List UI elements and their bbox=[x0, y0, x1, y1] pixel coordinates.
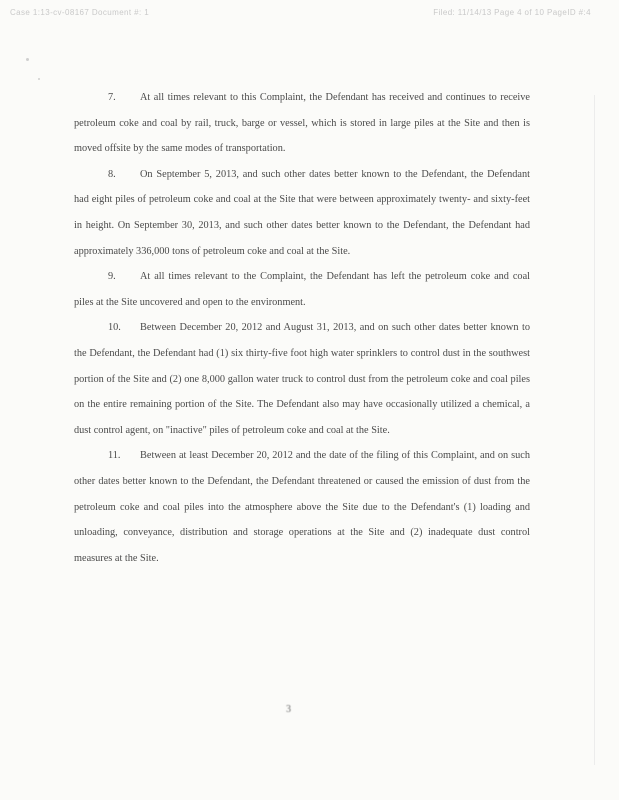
paragraph-number: 11. bbox=[108, 450, 121, 462]
paragraph-text: On September 5, 2013, and such other dates better known to the Defendant, the Defendant had eight piles of petroleum coke and coal at the Site that were between approximately twenty- and sixty-feet in height. On September 30, 2013, and such other dates better known to the Defendant, the Defendant had approximately 336,000 tons of petroleum coke and coal at the Site. bbox=[74, 168, 530, 257]
header-line bbox=[0, 8, 619, 18]
header-left: Case 1:13-cv-08167 Document #: 1 bbox=[10, 8, 150, 17]
paragraph-text: At all times relevant to this Complaint, the Defendant has received and continues to receive petroleum coke and coal by rail, truck, barge or vessel, which is stored in large piles at the Site and then is moved offsite by the same modes of transportation. bbox=[74, 92, 530, 155]
paragraph-10 bbox=[74, 315, 530, 443]
scan-speck bbox=[26, 58, 29, 61]
paragraph-7 bbox=[74, 85, 530, 162]
scan-speck bbox=[38, 78, 40, 80]
paragraph-number: 7. bbox=[108, 92, 116, 103]
document-body bbox=[74, 85, 530, 571]
paragraph-number: 8. bbox=[108, 168, 116, 180]
paragraph-8 bbox=[74, 162, 530, 264]
scan-edge-line bbox=[594, 95, 595, 765]
header-right: Filed: 11/14/13 Page 4 of 10 PageID #:4 bbox=[433, 8, 591, 17]
paragraph-number: 9. bbox=[108, 271, 116, 283]
paragraph-text: At all times relevant to the Complaint, the Defendant has left the petroleum coke and coal piles at the Site uncovered and open to the environment. bbox=[74, 271, 530, 308]
paragraph-text: Between at least December 20, 2012 and the date of the filing of this Complaint, and on such other dates better known to the Defendant, the Defendant threatened or caused the emission of dust from the petroleum coke and coal piles into the atmosphere above the Site due to the Defendant's (1) loading and unloading, conveyance, distribution and storage operations at the Site and (2) inadequate dust control measures at the Site. bbox=[74, 450, 530, 564]
paragraph-number: 10. bbox=[108, 322, 121, 334]
paragraph-9 bbox=[74, 264, 530, 315]
paragraph-11 bbox=[74, 443, 530, 571]
page-number: 3 bbox=[286, 704, 291, 715]
paragraph-text: Between December 20, 2012 and August 31, 2013, and on such other dates better known to the Defendant, the Defendant had (1) six thirty-five foot high water sprinklers to control dust in the southwest portion of the Site and (2) one 8,000 gallon water truck to control dust from the petroleum coke and coal piles on the entire remaining portion of the Site. The Defendant also may have occasionally utilized a chemical, a dust control agent, on "inactive" piles of petroleum coke and coal at the Site. bbox=[74, 322, 530, 436]
